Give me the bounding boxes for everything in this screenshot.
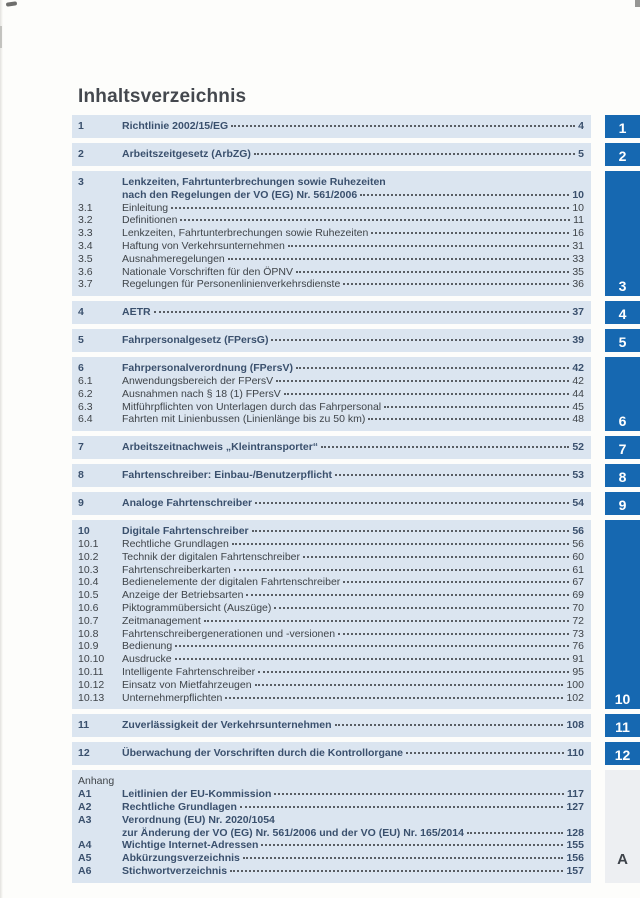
toc-row-number[interactable]: A4 — [78, 839, 92, 852]
toc-row-page[interactable]: 73 — [572, 627, 584, 640]
dot-leader[interactable] — [228, 258, 570, 260]
toc-section[interactable] — [72, 357, 640, 431]
toc-row-number[interactable]: 6.4 — [78, 413, 93, 426]
band-tab-gap[interactable] — [591, 357, 605, 431]
chapter-tab-label[interactable]: 6 — [618, 413, 627, 430]
toc-row[interactable] — [78, 176, 584, 189]
dot-leader[interactable] — [271, 339, 569, 341]
toc-row-title[interactable]: Rechtliche Grundlagen — [122, 537, 229, 550]
toc-row[interactable] — [78, 253, 584, 266]
toc-row[interactable] — [78, 375, 584, 388]
toc-section-band[interactable] — [72, 301, 591, 324]
toc-row-title[interactable]: Zeitmanagement — [122, 614, 201, 627]
toc-row-number[interactable]: 6 — [78, 362, 84, 375]
toc-row-number[interactable]: 10.1 — [78, 537, 99, 550]
toc-section[interactable] — [72, 301, 640, 324]
toc-row[interactable] — [78, 564, 584, 577]
toc-row-number[interactable]: 3.4 — [78, 239, 93, 252]
toc-row-number[interactable]: 3.1 — [78, 201, 93, 214]
band-tab-gap[interactable] — [591, 143, 605, 166]
toc-row-title[interactable]: Definitionen — [122, 214, 178, 227]
toc-row-title-line2[interactable]: zur Änderung der VO (EG) Nr. 561/2006 und der VO (EU) Nr. 165/2014 — [122, 826, 464, 839]
toc-section[interactable] — [72, 464, 640, 487]
dot-leader[interactable] — [258, 671, 569, 673]
toc-row-number[interactable]: 3.2 — [78, 214, 93, 227]
toc-row-page[interactable]: 117 — [567, 788, 584, 801]
toc-row[interactable] — [78, 576, 584, 589]
toc-row[interactable] — [78, 788, 584, 801]
toc-row[interactable] — [78, 747, 584, 760]
toc-row-page[interactable]: 52 — [572, 441, 584, 454]
dot-leader[interactable] — [232, 543, 569, 545]
dot-leader[interactable] — [303, 556, 569, 558]
toc-row-page[interactable]: 16 — [572, 227, 584, 240]
toc-row[interactable] — [78, 120, 584, 133]
dot-leader[interactable] — [368, 418, 569, 420]
chapter-tab-10[interactable] — [605, 520, 640, 709]
toc-row[interactable] — [78, 148, 584, 161]
toc-row[interactable] — [78, 202, 584, 215]
chapter-tab-A[interactable] — [605, 770, 640, 882]
toc-row-number[interactable]: A6 — [78, 864, 92, 877]
dot-leader[interactable] — [296, 367, 569, 369]
toc-row[interactable] — [78, 413, 584, 426]
toc-row-page[interactable]: 76 — [572, 640, 584, 653]
toc-row[interactable] — [78, 214, 584, 227]
page-title: Inhaltsverzeichnis — [78, 86, 247, 107]
chapter-tab-3[interactable] — [605, 171, 640, 296]
dot-leader[interactable] — [335, 474, 569, 476]
toc-row-page[interactable]: 31 — [572, 239, 584, 252]
toc-row[interactable] — [78, 441, 584, 454]
dot-leader[interactable] — [234, 569, 570, 571]
toc-row-page[interactable]: 11 — [573, 214, 584, 227]
toc-row-page[interactable]: 48 — [572, 413, 584, 426]
toc-row-title[interactable]: Verordnung (EU) Nr. 2020/1054 — [122, 813, 275, 826]
dot-leader[interactable] — [154, 311, 570, 313]
toc-row[interactable] — [78, 801, 584, 814]
toc-section-band[interactable] — [72, 357, 591, 431]
toc-row-title[interactable]: Fahrtenschreiberkarten — [122, 563, 231, 576]
toc-row[interactable] — [78, 640, 584, 653]
toc-row-page[interactable]: 110 — [567, 747, 584, 760]
toc-row-page[interactable]: 39 — [572, 334, 584, 347]
dot-leader[interactable] — [204, 620, 570, 622]
dot-leader[interactable] — [231, 125, 575, 127]
toc-row[interactable] — [78, 306, 584, 319]
toc-row-number[interactable]: 6.3 — [78, 400, 93, 413]
toc-row-number[interactable]: 10.12 — [78, 678, 105, 691]
toc-row-title[interactable]: Ausnahmen nach § 18 (1) FPersV — [122, 387, 281, 400]
band-tab-gap[interactable] — [591, 520, 605, 709]
toc-row-number[interactable]: 4 — [78, 306, 84, 319]
dot-leader[interactable] — [296, 271, 569, 273]
toc-section-band[interactable] — [72, 742, 591, 765]
toc-row-title[interactable]: Überwachung der Vorschriften durch die Kontrollorgane — [122, 747, 404, 760]
chapter-tab-label[interactable]: 7 — [618, 441, 627, 458]
toc-sections — [72, 115, 640, 883]
toc-section[interactable] — [72, 115, 640, 138]
toc-row-title[interactable]: Anwendungsbereich der FPersV — [122, 374, 274, 387]
chapter-tab-label[interactable]: 9 — [618, 497, 627, 514]
dot-leader[interactable] — [180, 219, 570, 221]
dot-leader[interactable] — [360, 194, 569, 196]
toc-row-number[interactable]: 10.11 — [78, 665, 104, 678]
toc-section[interactable] — [72, 742, 640, 765]
toc-section[interactable] — [72, 492, 640, 515]
chapter-tab-label[interactable]: 4 — [618, 306, 627, 323]
toc-row-page[interactable]: 54 — [572, 497, 584, 510]
toc-row-number[interactable]: 3.6 — [78, 265, 93, 278]
band-tab-gap[interactable] — [591, 492, 605, 515]
toc-section[interactable] — [72, 770, 640, 882]
toc-row[interactable] — [78, 240, 584, 253]
toc-section-band[interactable] — [72, 520, 591, 709]
toc-row-number[interactable]: 3.3 — [78, 227, 93, 240]
dot-leader[interactable] — [261, 844, 563, 846]
toc-row-number[interactable]: 10.7 — [78, 614, 99, 627]
toc-section-band[interactable] — [72, 115, 591, 138]
toc-row[interactable] — [78, 602, 584, 615]
toc-row-title[interactable]: Regelungen für Personenlinienverkehrsdienste — [122, 278, 341, 291]
toc-row-number[interactable]: 2 — [78, 148, 84, 161]
toc-row-page[interactable]: 100 — [566, 678, 584, 691]
toc-section-band[interactable] — [72, 143, 591, 166]
dot-leader[interactable] — [338, 633, 569, 635]
band-tab-gap[interactable] — [591, 742, 605, 765]
dot-leader[interactable] — [288, 245, 569, 247]
toc-row-page[interactable]: 72 — [572, 614, 584, 627]
toc-row-continuation[interactable] — [78, 827, 584, 840]
band-tab-gap[interactable] — [591, 714, 605, 737]
toc-row-page[interactable]: 35 — [572, 265, 584, 278]
dot-leader[interactable] — [255, 684, 564, 686]
toc-row-title[interactable]: Richtlinie 2002/15/EG — [122, 120, 229, 133]
toc-row-page[interactable]: 56 — [572, 537, 584, 550]
toc-row-number[interactable]: 10.4 — [78, 576, 99, 589]
dot-leader[interactable] — [467, 832, 564, 834]
toc-row-number[interactable]: 10.9 — [78, 640, 99, 653]
toc-row-title[interactable]: Analoge Fahrtenschreiber — [122, 497, 253, 510]
band-tab-gap[interactable] — [591, 115, 605, 138]
toc-section-band[interactable] — [72, 770, 591, 882]
toc-row-page[interactable]: 157 — [566, 864, 584, 877]
dot-leader[interactable] — [171, 207, 569, 209]
toc-row-page[interactable]: 127 — [566, 800, 584, 813]
toc-section-band[interactable] — [72, 464, 591, 487]
toc-row-number[interactable]: 8 — [78, 469, 84, 482]
dot-leader[interactable] — [321, 446, 569, 448]
toc-row-number[interactable]: 6.1 — [78, 374, 93, 387]
band-tab-gap[interactable] — [591, 171, 605, 296]
toc-row[interactable] — [78, 679, 584, 692]
toc-row-page[interactable]: 10 — [572, 188, 584, 201]
toc-row-number[interactable]: 12 — [78, 747, 90, 760]
toc-row-title[interactable]: Rechtliche Grundlagen — [122, 800, 237, 813]
toc-row-number[interactable]: 10.5 — [78, 589, 99, 602]
toc-row-number[interactable]: A3 — [78, 813, 92, 826]
toc-row-title[interactable]: Arbeitszeitgesetz (ArbZG) — [122, 148, 251, 161]
toc-row-number[interactable]: 9 — [78, 497, 84, 510]
toc-section-band[interactable] — [72, 492, 591, 515]
dot-leader[interactable] — [230, 870, 563, 872]
dot-leader[interactable] — [175, 645, 569, 647]
band-tab-gap[interactable] — [591, 770, 605, 882]
toc-row[interactable] — [78, 538, 584, 551]
toc-row-page[interactable]: 45 — [572, 400, 584, 413]
dot-leader[interactable] — [284, 393, 570, 395]
toc-row-page[interactable]: 91 — [572, 653, 584, 666]
toc-row[interactable] — [78, 278, 584, 291]
toc-row-title[interactable]: Fahrpersonalgesetz (FPersG) — [122, 334, 269, 347]
toc-row[interactable] — [78, 865, 584, 878]
toc-row[interactable] — [78, 615, 584, 628]
toc-row-title[interactable]: Unternehmerpflichten — [122, 691, 223, 704]
toc-row-title[interactable]: Leitlinien der EU-Kommission — [122, 788, 272, 801]
chapter-tab-5[interactable] — [605, 329, 640, 352]
toc-row[interactable] — [78, 401, 584, 414]
toc-row-page[interactable]: 37 — [572, 306, 584, 319]
chapter-tab-label[interactable]: 10 — [614, 691, 631, 708]
toc-section[interactable] — [72, 171, 640, 296]
dot-leader[interactable] — [335, 724, 564, 726]
toc-row-title[interactable]: Intelligente Fahrtenschreiber — [122, 665, 256, 678]
toc-row-title[interactable]: Fahrtenschreiber: Einbau-/Benutzerpflicht — [122, 469, 333, 482]
toc-row-title[interactable]: Mitführpflichten von Unterlagen durch das Fahrpersonal — [122, 400, 382, 413]
dot-leader[interactable] — [252, 530, 570, 532]
toc-row-number[interactable]: 10.2 — [78, 550, 99, 563]
toc-row[interactable] — [78, 628, 584, 641]
toc-row-number[interactable]: 10.10 — [78, 653, 105, 666]
toc-group-label[interactable]: Anhang — [78, 775, 115, 788]
chapter-tab-label[interactable]: 5 — [618, 334, 627, 351]
dot-leader[interactable] — [371, 232, 569, 234]
chapter-tab-label[interactable]: 1 — [618, 120, 627, 136]
toc-row[interactable] — [78, 551, 584, 564]
dot-leader[interactable] — [406, 752, 564, 754]
toc-row-title[interactable]: Ausnahmeregelungen — [122, 252, 225, 265]
chapter-tab-label[interactable]: 12 — [614, 747, 631, 764]
toc-row-number[interactable]: 10 — [78, 525, 90, 538]
toc-row-number[interactable]: 5 — [78, 334, 84, 347]
band-tab-gap[interactable] — [591, 329, 605, 352]
toc-section-band[interactable] — [72, 329, 591, 352]
toc-row-number[interactable]: 7 — [78, 441, 84, 454]
toc-row-title[interactable]: Lenkzeiten, Fahrtunterbrechungen sowie Ruhezeiten — [122, 227, 369, 240]
chapter-tab-12[interactable] — [605, 742, 640, 765]
toc-row[interactable] — [78, 227, 584, 240]
toc-row-title[interactable]: Stichwortverzeichnis — [122, 864, 228, 877]
band-tab-gap[interactable] — [591, 464, 605, 487]
toc-row-page[interactable]: 128 — [566, 826, 584, 839]
toc-row-title[interactable]: Digitale Fahrtenschreiber — [122, 525, 249, 538]
toc-row[interactable] — [78, 469, 584, 482]
toc-section-band[interactable] — [72, 171, 591, 296]
toc-row[interactable] — [78, 814, 584, 827]
toc-row-title[interactable]: Bedienung — [122, 640, 173, 653]
toc-row-page[interactable]: 155 — [566, 839, 584, 852]
toc-row-number[interactable]: 3.5 — [78, 252, 93, 265]
toc-row-title[interactable]: Nationale Vorschriften für den ÖPNV — [122, 265, 294, 278]
toc-row-number[interactable]: 10.8 — [78, 627, 99, 640]
toc-row-page[interactable]: 56 — [572, 525, 584, 538]
dot-leader[interactable] — [274, 793, 564, 795]
toc-row-number[interactable]: 6.2 — [78, 387, 93, 400]
toc-row-number[interactable]: 1 — [78, 120, 84, 133]
toc-row-title[interactable]: Haftung von Verkehrsunternehmen — [122, 239, 285, 252]
toc-row-title[interactable]: Zuverlässigkeit der Verkehrsunternehmen — [122, 719, 332, 732]
toc-row-page[interactable]: 60 — [572, 550, 584, 563]
toc-row-page[interactable]: 42 — [572, 362, 584, 375]
toc-row[interactable] — [78, 692, 584, 705]
toc-row-number[interactable]: 10.6 — [78, 601, 99, 614]
toc-row-page[interactable]: 5 — [578, 148, 584, 161]
toc-row[interactable] — [78, 525, 584, 538]
toc-row-number[interactable]: A5 — [78, 852, 92, 865]
toc-row[interactable] — [78, 839, 584, 852]
chapter-tab-label[interactable]: A — [617, 850, 628, 868]
band-tab-gap[interactable] — [591, 436, 605, 459]
toc-row-title[interactable]: Piktogrammübersicht (Auszüge) — [122, 601, 272, 614]
toc-row-page[interactable]: 156 — [566, 852, 584, 865]
toc-section-band[interactable] — [72, 714, 591, 737]
toc-row-page[interactable]: 33 — [572, 252, 584, 265]
chapter-tab-6[interactable] — [605, 357, 640, 431]
toc-row-title[interactable]: Einsatz von Mietfahrzeugen — [122, 678, 252, 691]
chapter-tab-label[interactable]: 3 — [618, 278, 627, 295]
dot-leader[interactable] — [343, 581, 569, 583]
toc-row-title[interactable]: Lenkzeiten, Fahrtunterbrechungen sowie Ruhezeiten — [122, 176, 386, 188]
toc-row[interactable] — [78, 388, 584, 401]
chapter-tab-1[interactable] — [605, 115, 640, 138]
dot-leader[interactable] — [175, 658, 570, 660]
toc-row-page[interactable]: 108 — [566, 719, 584, 732]
toc-section-band[interactable] — [72, 436, 591, 459]
dot-leader[interactable] — [276, 380, 569, 382]
toc-row[interactable] — [78, 719, 584, 732]
chapter-tab-label[interactable]: 11 — [615, 719, 630, 736]
toc-row[interactable] — [78, 852, 584, 865]
dot-leader[interactable] — [255, 502, 569, 504]
toc-row-number[interactable]: 10.3 — [78, 563, 99, 576]
toc-row-page[interactable]: 36 — [572, 278, 584, 291]
toc-row-title[interactable]: Abkürzungsverzeichnis — [122, 852, 240, 865]
toc-row-number[interactable]: 3 — [78, 176, 84, 188]
toc-row-number[interactable]: 10.13 — [78, 691, 105, 704]
chapter-tab-11[interactable] — [605, 714, 640, 737]
toc-row-page[interactable]: 44 — [572, 387, 584, 400]
toc-row-page[interactable]: 61 — [572, 563, 584, 576]
toc-row-page[interactable]: 102 — [566, 691, 584, 704]
toc-row-title[interactable]: Ausdrucke — [122, 653, 172, 666]
toc-section[interactable] — [72, 436, 640, 459]
chapter-tab-8[interactable] — [605, 464, 640, 487]
toc-section[interactable] — [72, 520, 640, 709]
toc-row-page[interactable]: 42 — [572, 374, 584, 387]
toc-row-page[interactable]: 69 — [572, 589, 584, 602]
toc-row-page[interactable]: 10 — [572, 201, 584, 214]
chapter-tab-label[interactable]: 8 — [618, 469, 627, 486]
toc-row-page[interactable]: 4 — [578, 120, 584, 133]
toc-row-title[interactable]: Fahrtenschreibergenerationen und -versionen — [122, 627, 336, 640]
toc-row-title[interactable]: Fahrpersonalverordnung (FPersV) — [122, 362, 293, 375]
toc-row-title[interactable]: Einleitung — [122, 201, 169, 214]
toc-row[interactable] — [78, 362, 584, 375]
toc-row-number[interactable]: 11 — [78, 719, 90, 732]
toc-row[interactable] — [78, 653, 584, 666]
toc-row[interactable] — [78, 666, 584, 679]
toc-row-title[interactable]: Wichtige Internet-Adressen — [122, 839, 259, 852]
toc-section[interactable] — [72, 329, 640, 352]
toc-row-title[interactable]: Anzeige der Betriebsarten — [122, 589, 244, 602]
toc-row[interactable] — [78, 266, 584, 279]
chapter-tab-4[interactable] — [605, 301, 640, 324]
toc-section[interactable] — [72, 143, 640, 166]
toc-row[interactable] — [78, 589, 584, 602]
dot-leader[interactable] — [240, 806, 564, 808]
toc-row-title[interactable]: Technik der digitalen Fahrtenschreiber — [122, 550, 301, 563]
chapter-tab-9[interactable] — [605, 492, 640, 515]
dot-leader[interactable] — [274, 607, 569, 609]
toc-row-title[interactable]: Arbeitszeitnachweis „Kleintransporter“ — [122, 441, 319, 454]
toc-row-title[interactable]: Bedienelemente der digitalen Fahrtenschreiber — [122, 576, 341, 589]
toc-row-title-line2[interactable]: nach den Regelungen der VO (EG) Nr. 561/2006 — [122, 188, 358, 201]
chapter-tab-2[interactable] — [605, 143, 640, 166]
toc-row-page[interactable]: 67 — [572, 576, 584, 589]
dot-leader[interactable] — [254, 153, 575, 155]
toc-row-number[interactable]: 3.7 — [78, 278, 93, 291]
toc-row[interactable] — [78, 334, 584, 347]
toc-row-number[interactable]: A2 — [78, 800, 92, 813]
dot-leader[interactable] — [246, 594, 569, 596]
toc-row[interactable] — [78, 497, 584, 510]
toc-row-page[interactable]: 95 — [572, 665, 584, 678]
toc-row-number[interactable]: A1 — [78, 788, 92, 801]
band-tab-gap[interactable] — [591, 301, 605, 324]
toc-row-page[interactable]: 53 — [572, 469, 584, 482]
dot-leader[interactable] — [384, 406, 569, 408]
toc-row-title[interactable]: AETR — [122, 306, 151, 319]
dot-leader[interactable] — [225, 697, 563, 699]
toc-section[interactable] — [72, 714, 640, 737]
toc-row-title[interactable]: Fahrten mit Linienbussen (Linienlänge bis zu 50 km) — [122, 413, 366, 426]
chapter-tab-7[interactable] — [605, 436, 640, 459]
dot-leader[interactable] — [243, 857, 564, 859]
toc-row-continuation[interactable] — [78, 189, 584, 202]
dot-leader[interactable] — [343, 283, 569, 285]
chapter-tab-label[interactable]: 2 — [618, 148, 627, 164]
toc-row-page[interactable]: 70 — [572, 601, 584, 614]
